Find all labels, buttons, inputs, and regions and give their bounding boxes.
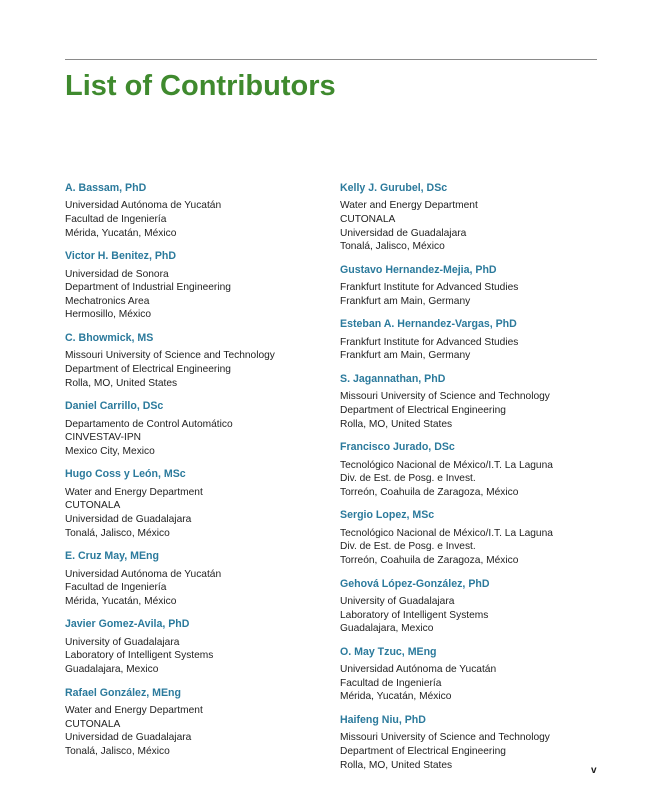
contributor-name: S. Jagannathan, PhD — [340, 372, 446, 385]
page-title: List of Contributors — [65, 70, 336, 102]
contributor-entry — [340, 712, 610, 772]
contributor-affiliation-line: Department of Electrical Engineering — [340, 745, 506, 757]
contributor-affiliation-line: Hermosillo, México — [65, 309, 152, 321]
contributor-name: E. Cruz May, MEng — [65, 550, 159, 563]
contributor-affiliation-line: CUTONALA — [65, 718, 121, 730]
contributor-name: C. Bhowmick, MS — [65, 331, 154, 344]
contributor-name: Sergio Lopez, MSc — [340, 509, 435, 522]
contributor-affiliation-line: Facultad de Ingeniería — [65, 214, 167, 225]
contributor-affiliation-line: Water and Energy Department — [340, 200, 478, 212]
contributor-name: Francisco Jurado, DSc — [340, 441, 455, 454]
contributor-entry — [340, 644, 610, 704]
contributor-affiliation-line: Div. de Est. de Posg. e Invest. — [340, 473, 476, 485]
contributor-affiliation-line: Div. de Est. de Posg. e Invest. — [340, 541, 476, 553]
contributor-affiliation-line: Department of Electrical Engineering — [65, 363, 231, 375]
contributor-affiliation-line: Department of Electrical Engineering — [340, 404, 506, 416]
contributor-affiliation-line: Torreón, Coahuila de Zaragoza, México — [340, 486, 519, 498]
contributor-name: Gehová López-González, PhD — [340, 577, 490, 590]
header-rule — [65, 59, 597, 60]
contributor-entry — [65, 685, 335, 759]
contributor-affiliation-line: Rolla, MO, United States — [65, 377, 178, 389]
contributor-affiliation-line: Frankfurt am Main, Germany — [340, 295, 471, 307]
contributor-affiliation-line: Departamento de Control Automático — [65, 418, 233, 430]
contributor-name: A. Bassam, PhD — [65, 182, 147, 194]
contributor-name: Haifeng Niu, PhD — [340, 713, 426, 726]
contributor-name: Javier Gomez-Avila, PhD — [65, 618, 190, 631]
contributor-entry — [340, 371, 610, 431]
contributor-affiliation-line: Laboratory of Intelligent Systems — [340, 609, 489, 621]
contributors-column-left — [65, 180, 335, 766]
contributor-affiliation-line: Universidad de Sonora — [65, 268, 169, 280]
contributor-entry — [340, 507, 610, 567]
contributor-affiliation-line: Facultad de Ingeniería — [65, 582, 167, 594]
contributor-name: Kelly J. Gurubel, DSc — [340, 182, 448, 194]
contributor-entry — [65, 398, 335, 458]
contributor-entry — [340, 439, 610, 499]
contributor-affiliation-line: Rolla, MO, United States — [340, 418, 453, 430]
contributor-affiliation-line: Facultad de Ingeniería — [340, 677, 442, 689]
contributor-affiliation-line: Rolla, MO, United States — [340, 759, 453, 771]
contributor-name: Esteban A. Hernandez-Vargas, PhD — [340, 318, 517, 331]
contributor-entry — [65, 248, 335, 322]
contributor-name: Hugo Coss y León, MSc — [65, 468, 186, 481]
contributor-affiliation-line: Frankfurt Institute for Advanced Studies — [340, 336, 519, 348]
contributor-affiliation-line: Missouri University of Science and Technology — [65, 350, 275, 362]
contributor-affiliation-line: Mérida, Yucatán, México — [340, 691, 452, 703]
contributor-entry — [65, 330, 335, 390]
contributor-affiliation-line: Department of Industrial Engineering — [65, 282, 231, 294]
contributor-entry — [65, 180, 335, 240]
contributor-affiliation-line: Universidad Autónoma de Yucatán — [65, 568, 222, 580]
contributor-affiliation-line: Frankfurt am Main, Germany — [340, 350, 471, 362]
contributor-affiliation-line: Universidad Autónoma de Yucatán — [340, 664, 497, 676]
contributor-affiliation-line: Guadalajara, Mexico — [340, 623, 434, 635]
contributor-name: Rafael González, MEng — [65, 686, 181, 699]
page-number: v — [591, 765, 597, 776]
contributor-affiliation-line: Tonalá, Jalisco, México — [65, 527, 170, 539]
contributor-entry — [65, 616, 335, 676]
contributor-affiliation-line: University of Guadalajara — [65, 636, 180, 648]
contributor-affiliation-line: Water and Energy Department — [65, 486, 203, 498]
contributor-affiliation-line: Water and Energy Department — [65, 704, 203, 716]
contributor-name: Gustavo Hernandez-Mejia, PhD — [340, 263, 497, 276]
contributor-affiliation-line: Tecnológico Nacional de México/I.T. La Laguna — [340, 459, 553, 471]
contributor-affiliation-line: Universidad de Guadalajara — [65, 732, 192, 744]
contributor-affiliation-line: Mérida, Yucatán, México — [65, 595, 177, 607]
contributor-affiliation-line: Missouri University of Science and Technology — [340, 732, 550, 744]
contributor-affiliation-line: Tonalá, Jalisco, México — [65, 745, 170, 757]
contributor-name: Daniel Carrillo, DSc — [65, 400, 164, 413]
contributor-affiliation-line: Universidad de Guadalajara — [65, 513, 192, 525]
contributor-affiliation-line: Universidad Autónoma de Yucatán — [65, 200, 222, 212]
contributor-affiliation-line: CINVESTAV-IPN — [65, 432, 142, 444]
contributor-affiliation-line: Mérida, Yucatán, México — [65, 227, 177, 239]
contributor-name: Victor H. Benitez, PhD — [65, 250, 177, 263]
contributor-affiliation-line: Torreón, Coahuila de Zaragoza, México — [340, 554, 519, 566]
contributor-entry — [65, 466, 335, 540]
contributor-affiliation-line: CUTONALA — [65, 500, 121, 512]
contributor-entry — [340, 316, 610, 363]
contributor-entry — [340, 262, 610, 309]
contributor-entry — [340, 180, 610, 254]
contributor-entry — [340, 576, 610, 636]
contributor-affiliation-line: Frankfurt Institute for Advanced Studies — [340, 282, 519, 294]
contributor-affiliation-line: Laboratory of Intelligent Systems — [65, 650, 214, 662]
contributor-affiliation-line: Universidad de Guadalajara — [340, 227, 467, 239]
contributor-affiliation-line: Tecnológico Nacional de México/I.T. La Laguna — [340, 527, 553, 539]
contributor-affiliation-line: Mechatronics Area — [65, 295, 150, 307]
contributor-affiliation-line: Tonalá, Jalisco, México — [340, 241, 445, 253]
contributor-affiliation-line: Mexico City, Mexico — [65, 445, 155, 457]
contributor-affiliation-line: CUTONALA — [340, 214, 396, 225]
contributor-affiliation-line: University of Guadalajara — [340, 595, 455, 607]
contributor-affiliation-line: Missouri University of Science and Technology — [340, 391, 550, 403]
contributors-column-right — [340, 180, 610, 780]
contributor-affiliation-line: Guadalajara, Mexico — [65, 663, 159, 675]
contributor-name: O. May Tzuc, MEng — [340, 645, 437, 658]
contributor-entry — [65, 548, 335, 608]
